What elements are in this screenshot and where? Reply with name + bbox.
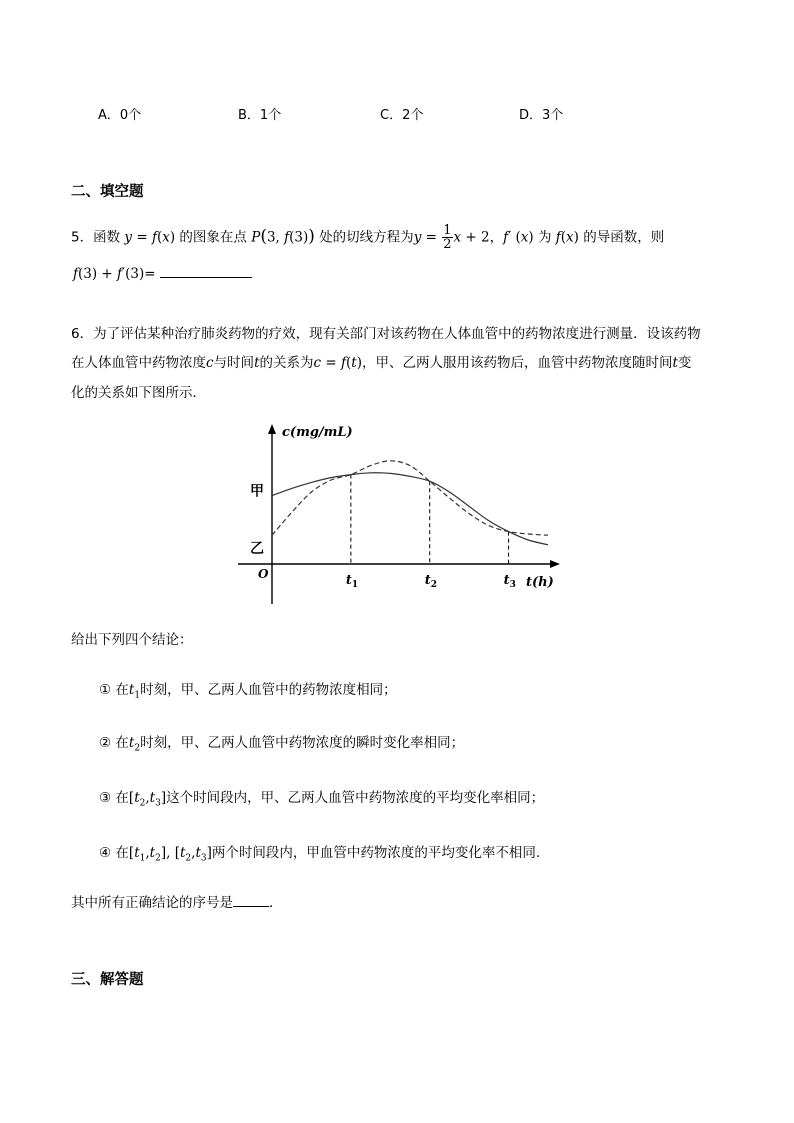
q5-text-1: 函数 <box>93 229 121 246</box>
q5-text-5: 的导函数，则 <box>583 229 665 246</box>
conclusion-4: ④ 在$[t_1,t_2]$, $[t_2,t_3]$两个时间段内，甲血管中药物浓度的平均变化率不相同. <box>99 845 541 864</box>
tick-label-sub-t2: 2 <box>430 580 437 590</box>
conclusion-4-number: ④ <box>99 845 112 861</box>
q6-line-3: 化的关系如下图所示． <box>71 385 206 401</box>
q6-given: 给出下列四个结论： <box>71 632 193 648</box>
y-axis-arrow <box>268 424 276 434</box>
q5-equals: = <box>144 266 156 282</box>
q5-fraction: $\frac{1}{2}$ <box>443 223 452 252</box>
conclusion-3-a: 在 <box>115 790 129 806</box>
q6-answer-blank[interactable] <box>233 906 269 907</box>
tick-label-sub-t1: 1 <box>351 580 359 590</box>
y-axis-label: c(mg/mL) <box>282 425 353 440</box>
conclusion-3: ③ 在$[t_2,t_3]$这个时间段内，甲、乙两人血管中药物浓度的平均变化率相同； <box>99 790 545 809</box>
q5-math-function: y <box>124 229 133 246</box>
conclusion-3-number: ③ <box>99 790 112 806</box>
x-axis-arrow <box>550 560 560 568</box>
chart-guide-lines <box>351 475 509 564</box>
q6-ask-end: ． <box>269 895 283 911</box>
conclusion-4-b: 两个时间段内，甲血管中药物浓度的平均变化率不相同. <box>211 845 541 861</box>
q5-text-3: 处的切线方程为 <box>319 229 414 246</box>
question-5-line-2: f(3) + f′(3)= <box>73 266 252 282</box>
q5-answer-blank[interactable] <box>160 277 252 278</box>
x-axis-label: t(h) <box>526 575 554 590</box>
q5-math-sum: f <box>73 266 78 282</box>
q5-text-4: 为 <box>537 229 552 246</box>
conclusion-2-a: 在 <box>115 735 129 751</box>
q5-math-tangent: y <box>413 229 422 246</box>
q6-line-2e: 变 <box>677 355 692 371</box>
choice-a[interactable]: A．0个 <box>98 108 142 123</box>
section-title-solve: 三、解答题 <box>71 972 144 988</box>
choice-d[interactable]: D．3个 <box>519 108 564 123</box>
series-label-yi: 乙 <box>250 541 264 558</box>
q6-line-2c: 的关系为 <box>259 355 314 371</box>
series-line-yi <box>272 461 548 535</box>
section-title-fill-in: 二、填空题 <box>71 184 144 200</box>
tick-label-sub-t3: 3 <box>509 580 516 590</box>
chart-axes <box>238 424 560 604</box>
q6-line-2d: ，甲、乙两人服用该药物后，血管中药物浓度随时间 <box>361 355 673 371</box>
series-line-jia <box>272 473 548 545</box>
series-label-jia: 甲 <box>250 483 264 500</box>
conclusion-2-b: 时刻，甲、乙两人血管中药物浓度的瞬时变化率相同； <box>140 735 465 751</box>
choice-b[interactable]: B．1个 <box>238 108 282 123</box>
tick-label-t2: $t_2$ <box>424 573 437 590</box>
chart-curves <box>272 461 548 545</box>
conclusion-1-b: 时刻，甲、乙两人血管中的药物浓度相同； <box>140 682 397 698</box>
q5-math-point: P <box>251 229 261 246</box>
q6-line-1: 6．为了评估某种治疗肺炎药物的疗效，现有关部门对该药物在人体血管中的药物浓度进行测量．设该药物 <box>71 326 701 342</box>
question-5-line-1: 5．函数 y = f(x) 的图象在点 P(3, f(3)) 处的切线方程为y = $\frac{1}{2}$ x + 2，f′ (x) 为 f(x) 的导函数，则 <box>71 223 665 252</box>
conclusion-3-b: 这个时间段内，甲、乙两人血管中药物浓度的平均变化率相同； <box>166 790 545 806</box>
conclusion-2-number: ② <box>99 735 112 751</box>
conclusion-1: ① 在$t_1$时刻，甲、乙两人血管中的药物浓度相同； <box>99 682 397 701</box>
tick-label-t1: $t_1$ <box>345 573 359 590</box>
concentration-chart <box>236 416 562 606</box>
conclusion-4-a: 在 <box>115 845 129 861</box>
q6-ask <box>71 891 283 911</box>
q6-line-2a: 在人体血管中药物浓度 <box>71 355 206 371</box>
q6-line-2b: 与时间 <box>213 355 255 371</box>
q6-ask-text: 其中所有正确结论的序号是 <box>71 895 233 911</box>
q5-number: 5． <box>71 229 94 246</box>
conclusion-1-number: ① <box>99 682 112 698</box>
q5-text-2: 的图象在点 <box>179 229 247 246</box>
origin-label: O <box>258 567 269 581</box>
conclusion-1-a: 在 <box>115 682 129 698</box>
choice-c[interactable]: C．2个 <box>380 108 424 123</box>
conclusion-2: ② 在$t_2$时刻，甲、乙两人血管中药物浓度的瞬时变化率相同； <box>99 735 465 754</box>
tick-label-t3: $t_3$ <box>503 573 516 590</box>
q6-line-2: 在人体血管中药物浓度c与时间t的关系为c = f(t)，甲、乙两人服用该药物后，血管中药物浓度随时间t变 <box>71 355 692 371</box>
